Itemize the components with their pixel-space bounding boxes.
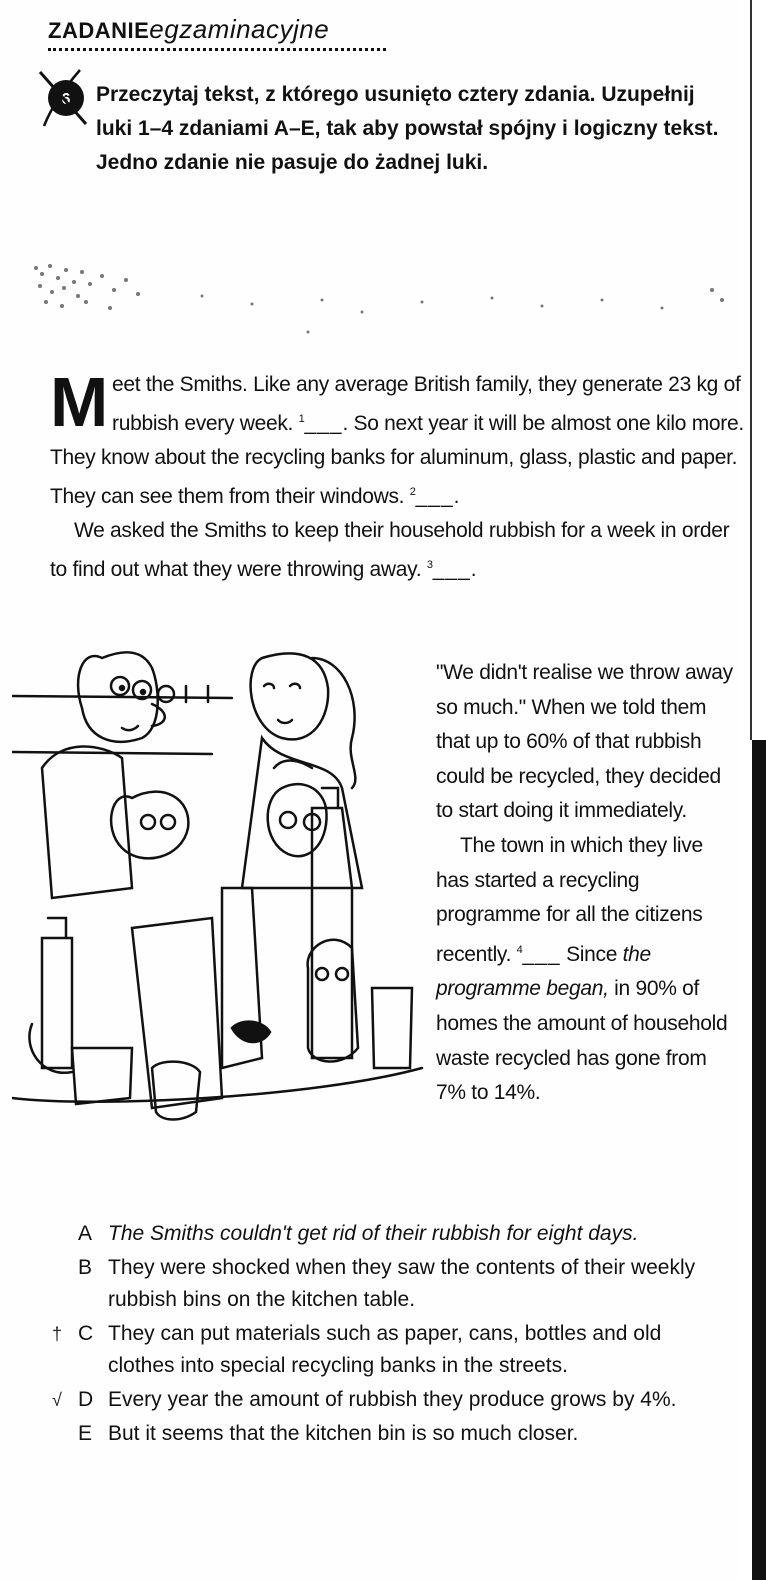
option-d-text: Every year the amount of rubbish they produce grows by 4%. (108, 1388, 677, 1411)
task-number: 6 (61, 91, 71, 108)
option-b-letter: B (78, 1256, 93, 1279)
page-edge (740, 0, 766, 1580)
gap-1: ___ (304, 412, 343, 435)
article-p2-b: . (470, 558, 477, 581)
gap-3-number: 3 (426, 559, 433, 571)
option-e (52, 1418, 732, 1450)
article-p2-a: We asked the Smiths to keep their household rubbish for a week in order to find out what they were throwing away. (50, 519, 730, 581)
option-a-letter: A (78, 1222, 93, 1245)
option-c (52, 1318, 732, 1382)
gap-2-number: 2 (409, 486, 416, 498)
option-d (52, 1384, 732, 1416)
article-p3: "We didn't realise we throw away so much." When we told them that up to 60% of that rubbish could be recycled, they decided to start doing it immediately. (436, 661, 733, 823)
gap-4-number: 4 (516, 943, 523, 956)
header-dotted-underline (48, 48, 386, 51)
option-d-letter: D (78, 1388, 94, 1411)
gap-2: ___ (415, 485, 454, 508)
task-instructions: Przeczytaj tekst, z którego usunięto cztery zdania. Uzupełnij luki 1–4 zdaniami A–E, tak aby powstał spójny i logiczny tekst. Jedno zdanie nie pasuje do żadnej luki. (96, 83, 719, 174)
article-p1-b: . So next year it will be almost one kilo more. They know about the recycling banks for aluminum, glass, plastic and paper. They can see them from their windows. (50, 412, 744, 508)
gap-3: ___ (432, 558, 471, 581)
option-a (52, 1218, 732, 1250)
article-p4-italic: the programme began, (436, 942, 651, 1001)
option-c-text: They can put materials such as paper, cans, bottles and old clothes into special recycling banks in the streets. (108, 1322, 662, 1377)
family-rubbish-illustration (12, 628, 430, 1124)
edge-line (750, 0, 752, 740)
article-p4-c: in 90% of homes the amount of household waste recycled has gone from 7% to 14%. (436, 977, 728, 1105)
edge-bar (752, 740, 766, 1580)
task-number-icon (36, 66, 98, 128)
option-e-text: But it seems that the kitchen bin is so much closer. (108, 1422, 579, 1445)
article-p1-c: . (453, 485, 460, 508)
article-p1-a: eet the Smiths. Like any average British family, they generate 23 kg of rubbish every week. (112, 373, 741, 435)
article-p4-a: The town in which they live has started a recycling programme for all the citizens recently. (436, 833, 703, 966)
answer-options (52, 1218, 732, 1452)
option-c-letter: C (78, 1322, 94, 1345)
option-d-mark: √ (52, 1390, 62, 1410)
drop-cap: M (50, 363, 109, 441)
header-egzaminacyjne: egzaminacyjne (149, 14, 330, 44)
option-e-letter: E (78, 1422, 93, 1445)
option-a-text: The Smiths couldn't get rid of their rubbish for eight days. (108, 1222, 639, 1245)
header-zadanie: ZADANIE (48, 18, 150, 43)
article-p4-b: Since (560, 942, 623, 966)
scan-artifact (22, 256, 732, 336)
gap-4: ___ (522, 942, 561, 966)
option-b (52, 1252, 732, 1316)
gap-1-number: 1 (298, 413, 305, 425)
option-b-text: They were shocked when they saw the contents of their weekly rubbish bins on the kitchen table. (108, 1256, 696, 1311)
article-side-text (436, 656, 736, 1111)
section-header (48, 14, 329, 45)
option-c-mark: † (52, 1324, 63, 1344)
article-text (50, 363, 750, 587)
